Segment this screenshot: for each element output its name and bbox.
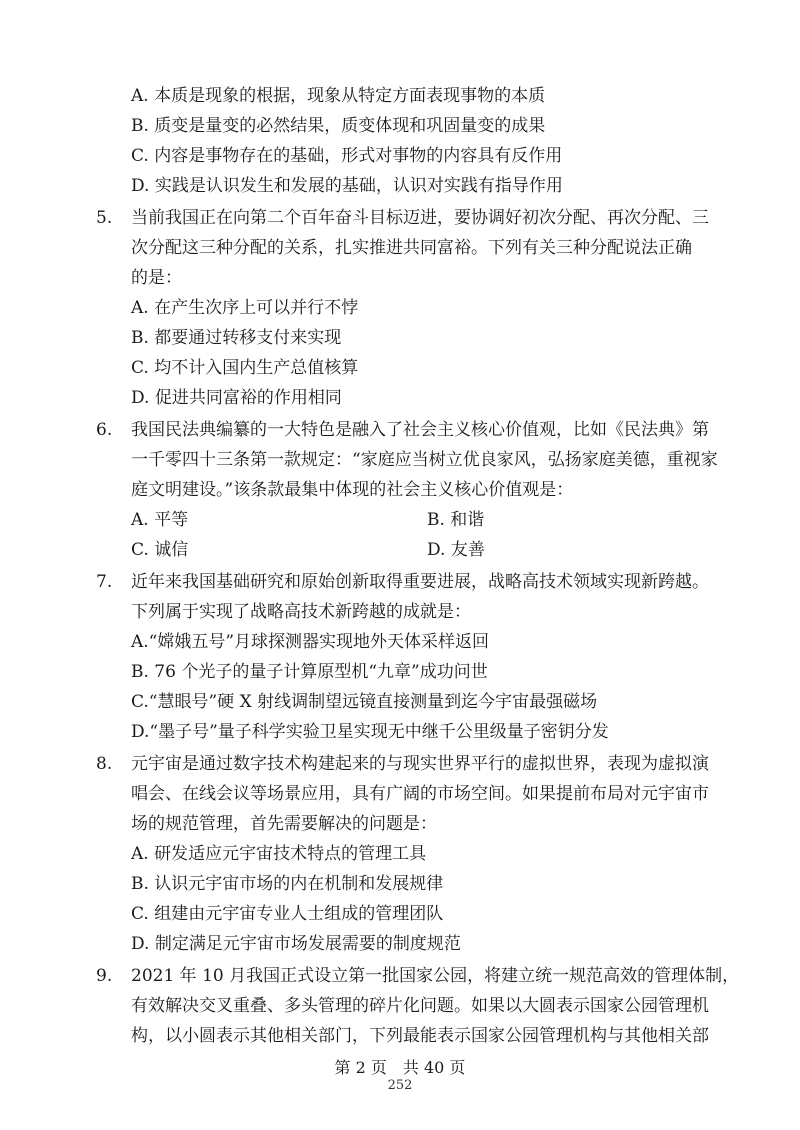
q5-option-d: D. 促进共同富裕的作用相同 (131, 388, 342, 408)
q5-option-a: A. 在产生次序上可以并行不悖 (131, 298, 359, 318)
q8-stem-line2: 唱会、在线会议等场景应用，具有广阔的市场空间。如果提前布局对元宇宙市 (131, 784, 709, 804)
q6-option-a: A. 平等 (131, 510, 189, 530)
q5-stem-line3: 的是： (131, 268, 182, 288)
page-number: 252 (387, 1078, 413, 1093)
q6-number: 6. (96, 420, 113, 440)
q8-option-a: A. 研发适应元宇宙技术特点的管理工具 (131, 844, 427, 864)
q8-number: 8. (96, 754, 113, 774)
q8-option-b: B. 认识元宇宙市场的内在机制和发展规律 (131, 874, 444, 894)
q5-number: 5. (96, 208, 113, 228)
q8-option-c: C. 组建由元宇宙专业人士组成的管理团队 (131, 904, 444, 924)
q7-number: 7. (96, 572, 113, 592)
q7-stem-line1: 近年来我国基础研究和原始创新取得重要进展，战略高技术领域实现新跨越。 (131, 572, 709, 592)
q5-stem-line1: 当前我国正在向第二个百年奋斗目标迈进，要协调好初次分配、再次分配、三 (131, 208, 709, 228)
q4-option-a: A. 本质是现象的根据，现象从特定方面表现事物的本质 (131, 86, 546, 106)
q8-option-d: D. 制定满足元宇宙市场发展需要的制度规范 (131, 934, 461, 954)
q6-stem-line1: 我国民法典编纂的一大特色是融入了社会主义核心价值观，比如《民法典》第 (131, 420, 709, 440)
q9-stem-line2: 有效解决交叉重叠、多头管理的碎片化问题。如果以大圆表示国家公园管理机 (131, 996, 709, 1016)
q9-number: 9. (96, 966, 113, 986)
q7-option-d: D.“墨子号”量子科学实验卫星实现无中继千公里级量子密钥分发 (131, 722, 609, 742)
page-label: 第 2 页 共 40 页 (334, 1058, 466, 1077)
q7-option-b: B. 76 个光子的量子计算原型机“九章”成功问世 (131, 662, 488, 682)
q6-stem-line2: 一千零四十三条第一款规定：“家庭应当树立优良家风，弘扬家庭美德，重视家 (131, 450, 718, 470)
q7-option-a: A.“嫦娥五号”月球探测器实现地外天体采样返回 (131, 632, 490, 652)
q4-option-b: B. 质变是量变的必然结果，质变体现和巩固量变的成果 (131, 116, 546, 136)
q5-stem-line2: 次分配这三种分配的关系，扎实推进共同富裕。下列有关三种分配说法正确 (131, 238, 692, 258)
q4-option-c: C. 内容是事物存在的基础，形式对事物的内容具有反作用 (131, 146, 563, 166)
q9-stem-line1: 2021 年 10 月我国正式设立第一批国家公园，将建立统一规范高效的管理体制， (131, 966, 740, 986)
q7-stem-line2: 下列属于实现了战略高技术新跨越的成就是： (131, 602, 471, 622)
q7-option-c: C.“慧眼号”硬 X 射线调制望远镜直接测量到迄今宇宙最强磁场 (131, 692, 598, 712)
q6-option-d: D. 友善 (427, 540, 485, 560)
q6-option-b: B. 和谐 (427, 510, 485, 530)
q5-option-c: C. 均不计入国内生产总值核算 (131, 358, 359, 378)
q4-option-d: D. 实践是认识发生和发展的基础，认识对实践有指导作用 (131, 176, 563, 196)
q6-stem-line3: 庭文明建设。”该条款最集中体现的社会主义核心价值观是： (131, 480, 574, 500)
q9-stem-line3: 构，以小圆表示其他相关部门，下列最能表示国家公园管理机构与其他相关部 (131, 1026, 709, 1046)
q8-stem-line3: 场的规范管理，首先需要解决的问题是： (131, 814, 437, 834)
q6-option-c: C. 诚信 (131, 540, 189, 560)
q8-stem-line1: 元宇宙是通过数字技术构建起来的与现实世界平行的虚拟世界，表现为虚拟演 (131, 754, 709, 774)
q5-option-b: B. 都要通过转移支付来实现 (131, 328, 342, 348)
